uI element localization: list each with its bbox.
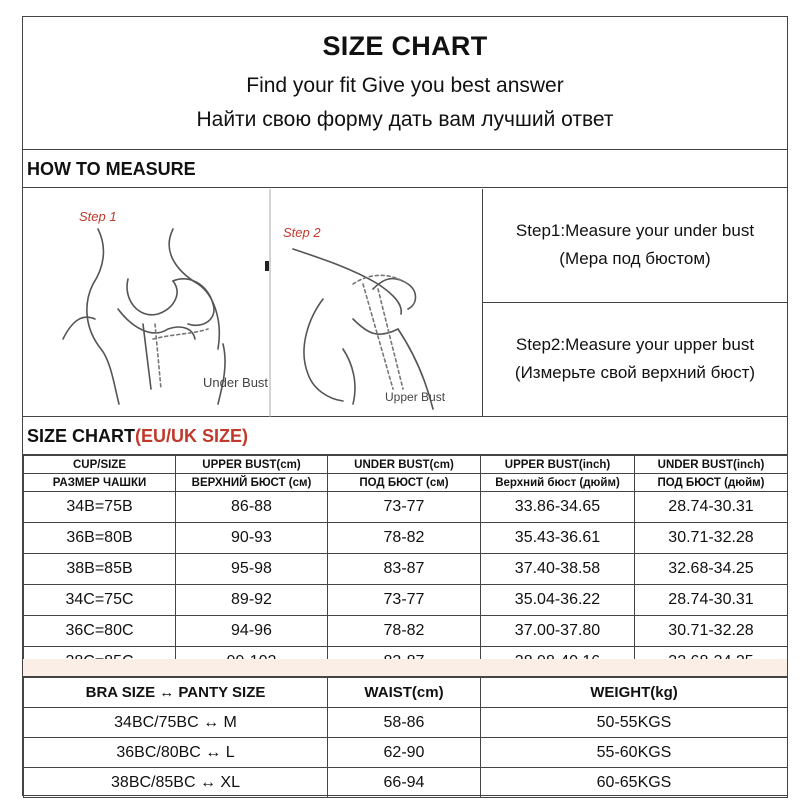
- table-row: [24, 492, 788, 523]
- step1-instruction: [483, 189, 787, 303]
- table-header-row-russian: [24, 474, 788, 492]
- table-cell: 32.68-34.25: [635, 554, 788, 585]
- page-title: SIZE CHART: [322, 31, 488, 61]
- table-header-cell: ПОД БЮСТ (дюйм): [635, 474, 788, 492]
- table-cell: 33.86-34.65: [481, 492, 635, 523]
- table-row: [24, 554, 788, 585]
- table-row: [24, 523, 788, 554]
- step1-illustration: [63, 229, 225, 404]
- size-chart-heading-accent: (EU/UK SIZE): [135, 426, 249, 446]
- how-to-measure-heading: HOW TO MEASURE: [23, 150, 787, 188]
- size-chart-heading: [23, 417, 787, 455]
- under-bust-illustration-label: Under Bust: [203, 375, 269, 390]
- table-header-cell: BRA SIZE ↔ PANTY SIZE: [24, 678, 328, 708]
- table-cell: 73-77: [328, 492, 481, 523]
- step1-illustration-label: Step 1: [79, 209, 117, 224]
- table-cell: 89-92: [176, 585, 328, 616]
- step1-text-russian: (Мера под бюстом): [559, 249, 711, 268]
- table-header-cell: WAIST(cm): [328, 678, 481, 708]
- table-header-cell: UNDER BUST(cm): [328, 456, 481, 474]
- table-cell: 35.43-36.61: [481, 523, 635, 554]
- table-cell: 38BC/85BC ↔ XL: [24, 768, 328, 798]
- table-cell: 50-55KGS: [481, 708, 788, 738]
- section-divider: [23, 659, 787, 677]
- header: [23, 17, 787, 150]
- measure-illustrations: [23, 189, 483, 417]
- table-cell: 30.71-32.28: [635, 523, 788, 554]
- table-row: [24, 768, 788, 798]
- size-chart-heading-main: SIZE CHART: [27, 426, 135, 446]
- table-cell: 30.71-32.28: [635, 616, 788, 647]
- table-header-cell: РАЗМЕР ЧАШКИ: [24, 474, 176, 492]
- table-header-cell: UNDER BUST(inch): [635, 456, 788, 474]
- step2-text-russian: (Измерьте свой верхний бюст): [514, 363, 756, 382]
- table-cell: 55-60KGS: [481, 738, 788, 768]
- table-cell: 36B=80B: [24, 523, 176, 554]
- step1-text-english: Step1:Measure your under bust: [515, 221, 755, 240]
- table-cell: 66-94: [328, 768, 481, 798]
- table-header-cell: CUP/SIZE: [24, 456, 176, 474]
- table-cell: 36BC/80BC ↔ L: [24, 738, 328, 768]
- table-cell: 34BC/75BC ↔ M: [24, 708, 328, 738]
- table-header-row-english: [24, 456, 788, 474]
- table-cell: 83-87: [328, 554, 481, 585]
- table-cell: 62-90: [328, 738, 481, 768]
- step2-text-english: Step2:Measure your upper bust: [515, 335, 755, 354]
- table-header-cell: WEIGHT(kg): [481, 678, 788, 708]
- table-cell: 60-65KGS: [481, 768, 788, 798]
- table-row: [24, 738, 788, 768]
- size-chart-document: [22, 16, 788, 796]
- table-cell: 37.00-37.80: [481, 616, 635, 647]
- table-header-cell: Верхний бюст (дюйм): [481, 474, 635, 492]
- step2-instruction: [483, 303, 787, 417]
- table-cell: 78-82: [328, 616, 481, 647]
- table-cell: 95-98: [176, 554, 328, 585]
- measure-illustration-svg: [23, 189, 483, 417]
- table-header-cell: ПОД БЮСТ (см): [328, 474, 481, 492]
- table-header-cell: UPPER BUST(inch): [481, 456, 635, 474]
- table-row: [24, 585, 788, 616]
- step2-illustration-label: Step 2: [283, 225, 321, 240]
- table-header-cell: UPPER BUST(cm): [176, 456, 328, 474]
- bra-panty-table: [23, 677, 788, 798]
- table-cell: 35.04-36.22: [481, 585, 635, 616]
- table-row: [24, 616, 788, 647]
- upper-bust-illustration-label: Upper Bust: [385, 390, 446, 404]
- how-to-measure-section: [23, 189, 787, 417]
- table-cell: 73-77: [328, 585, 481, 616]
- table-cell: 38B=85B: [24, 554, 176, 585]
- table-cell: 37.40-38.58: [481, 554, 635, 585]
- table-cell: 86-88: [176, 492, 328, 523]
- table-cell: 34C=75C: [24, 585, 176, 616]
- table-row: [24, 708, 788, 738]
- subtitle-english: Find your fit Give you best answer: [246, 74, 564, 97]
- table-cell: 58-86: [328, 708, 481, 738]
- subtitle-russian: Найти свою форму дать вам лучший ответ: [196, 108, 614, 131]
- table-cell: 78-82: [328, 523, 481, 554]
- table-cell: 28.74-30.31: [635, 492, 788, 523]
- table-cell: 36C=80C: [24, 616, 176, 647]
- size-chart-table: [23, 455, 788, 678]
- table-cell: 90-93: [176, 523, 328, 554]
- table-cell: 34B=75B: [24, 492, 176, 523]
- table-cell: 94-96: [176, 616, 328, 647]
- table-header-cell: ВЕРХНИЙ БЮСТ (см): [176, 474, 328, 492]
- table-header-row: [24, 678, 788, 708]
- table-cell: 28.74-30.31: [635, 585, 788, 616]
- step2-illustration: [293, 249, 433, 409]
